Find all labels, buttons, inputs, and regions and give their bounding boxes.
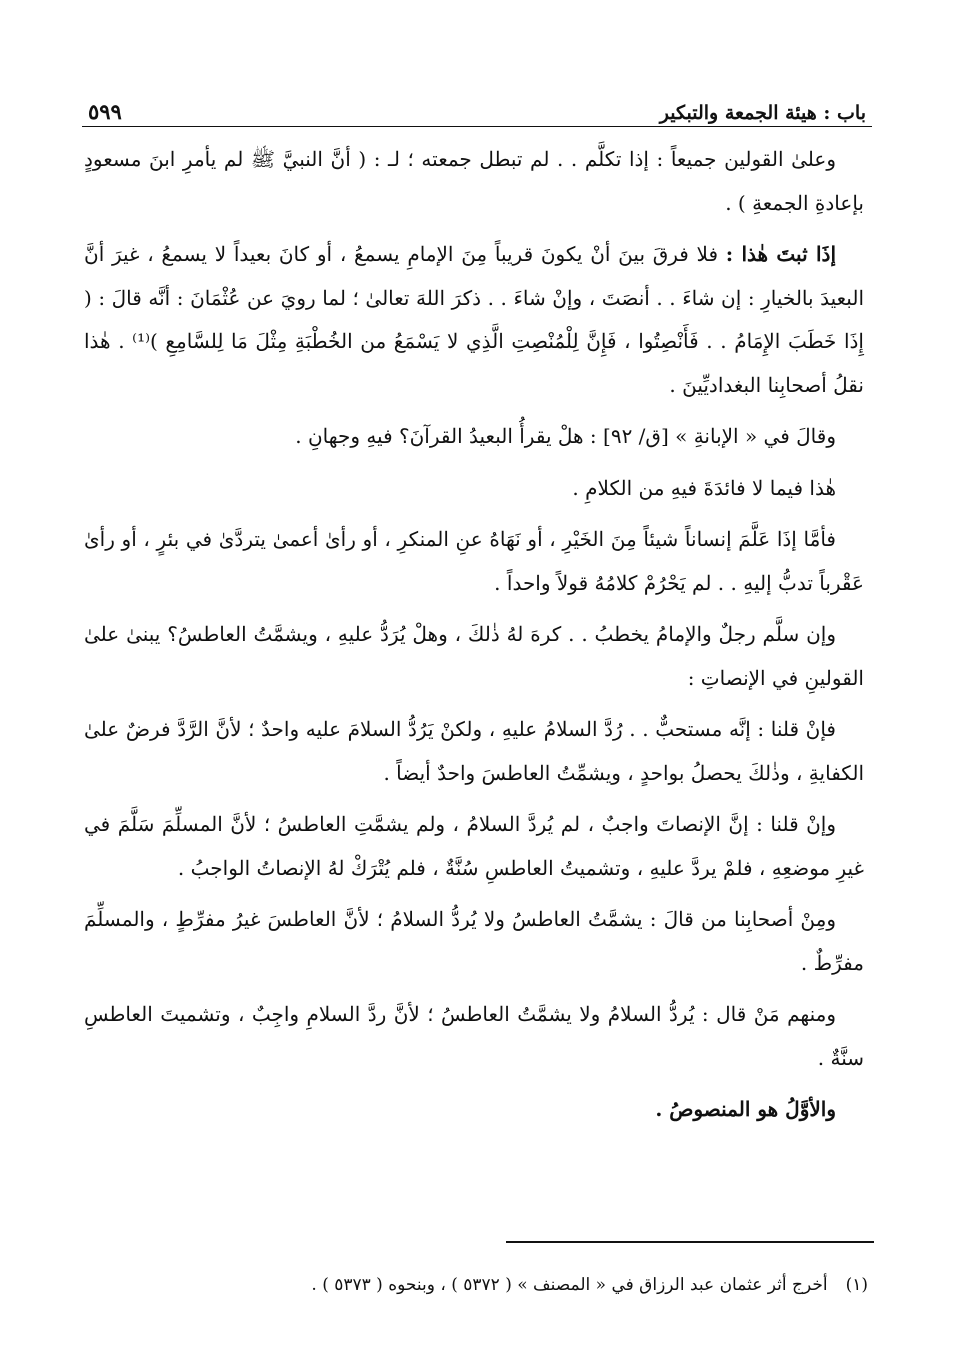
paragraph-9: ومِنْ أصحابِنا من قالَ : يشمَّتُ العاطسُ ولا يُردُّ السلامُ ؛ لأنَّ العاطسَ غيرُ مفرِّطٍ ، والمسلِّمَ مفرِّطٌ . [84,907,864,975]
running-title: باب : هيئة الجمعة والتبكير [659,102,866,124]
paragraph-3: وقالَ في « الإبانةِ » [ق/ ٩٢] : هلْ يقرأُ البعيدُ القرآنَ؟ فيهِ وجهانِ . [295,424,836,448]
paragraph-10: ومنهم مَنْ قال : يُردُّ السلامُ ولا يشمَّتُ العاطسُ ؛ لأنَّ ردَّ السلامِ واجِبٌ ، وتشميتَ العاطسِ سنَّةٌ . [84,1002,864,1070]
footnote-divider [506,1241,874,1243]
paragraph-5: فأمَّا إذَا عَلَّمَ إنساناً شيئاً مِنَ الخَيْرِ ، أو نَهَاهُ عنِ المنكرِ ، أو رأىٰ أعمىٰ يتردَّىٰ في بئرٍ ، أو رأىٰ عَقْرباً تدبُّ إليهِ . . لم يَحْرُمْ كلامُهُ قولاً واحداً . [84,527,864,595]
main-text [84,138,864,1140]
footnote [84,1270,868,1300]
header-divider [82,126,872,127]
paragraph-6: وإن سلَّم رجلٌ والإمامُ يخطبُ . . كرهَ لهُ ذٰلكَ ، وهلْ يُرَدُّ عليهِ ، ويشمَّتُ العاطسُ؟ يبنىٰ علىٰ القولينِ في الإنصاتِ : [84,622,864,690]
page-number: ٥٩٩ [88,99,122,124]
paragraph-1: وعلىٰ القولين جميعاً : إذا تكلَّم . . لم تبطل جمعته ؛ لـ : ( أنَّ النبيَّ ﷺ لم يأمرِ ابنَ مسعودٍ بإعادةِ الجمعةِ ) . [84,147,864,215]
paragraph-7: فإنْ قلنا : إنَّه مستحبٌّ . . رُدَّ السلامُ عليهِ ، ولكنْ يَرُدُّ السلامَ عليه واحدٌ ؛ لأنَّ الرَّدَّ فرضٌ علىٰ الكفايةِ ، وذٰلكَ يحصلُ بواحدٍ ، ويشمِّتُ العاطسَ واحدٌ أيضاً . [84,717,864,785]
paragraph-8: وإنْ قلنا : إنَّ الإنصاتَ واجبٌ ، لم يُردَّ السلامُ ، ولم يشمَّتِ العاطسُ ؛ لأنَّ المسلِّمَ سَلَّمَ في غيرِ موضعِهِ ، فلمْ يردَّ عليهِ ، وتشميتُ العاطسِ سُنَّةٌ ، فلم يُتْرَكْ لهُ الإنصاتُ الواجبُ . [84,812,864,880]
paragraph-4: هٰذا فيما لا فائدَةَ فيهِ من الكلامِ . [572,475,836,500]
paragraph-11: والأوَّلُ هو المنصوصُ . [655,1097,836,1121]
footnote-text: أخرج أثر عثمان عبد الرزاق في « المصنف » ( ٥٣٧٢ ) ، وبنحوه ( ٥٣٧٣ ) . [311,1275,828,1295]
page-header [88,84,866,124]
paragraph-2: إذَا ثبتَ هٰذا : فلا فرقَ بينَ أنْ يكونَ قريباً مِنَ الإمامِ يسمعُ ، أو كانَ بعيداً لا يسمعُ ، غيرَ أنَّ البعيدَ بالخيارِ : إن شاءَ . . أنصَتَ ، وإنْ شاءَ . . ذكرَ اللهَ تعالىٰ ؛ لما رويَ عن عُثْمَانَ : أنَّه قالَ : ( إِذَا خَطَبَ الإِمَامُ . . فَأَنْصِتُوا ، فَإِنَّ لِلْمُنْصِتِ الَّذِي لا يَسْمَعُ من الخُطْبَةِ مِثْلَ مَا لِلسَّامِعِ )⁽¹⁾ . هٰذا نقلُ أصحابِنا البغداديِّينَ . [84,242,864,397]
paragraph-lead: إذَا ثبتَ هٰذا : [725,242,836,266]
footnote-number: (١) [845,1275,868,1295]
